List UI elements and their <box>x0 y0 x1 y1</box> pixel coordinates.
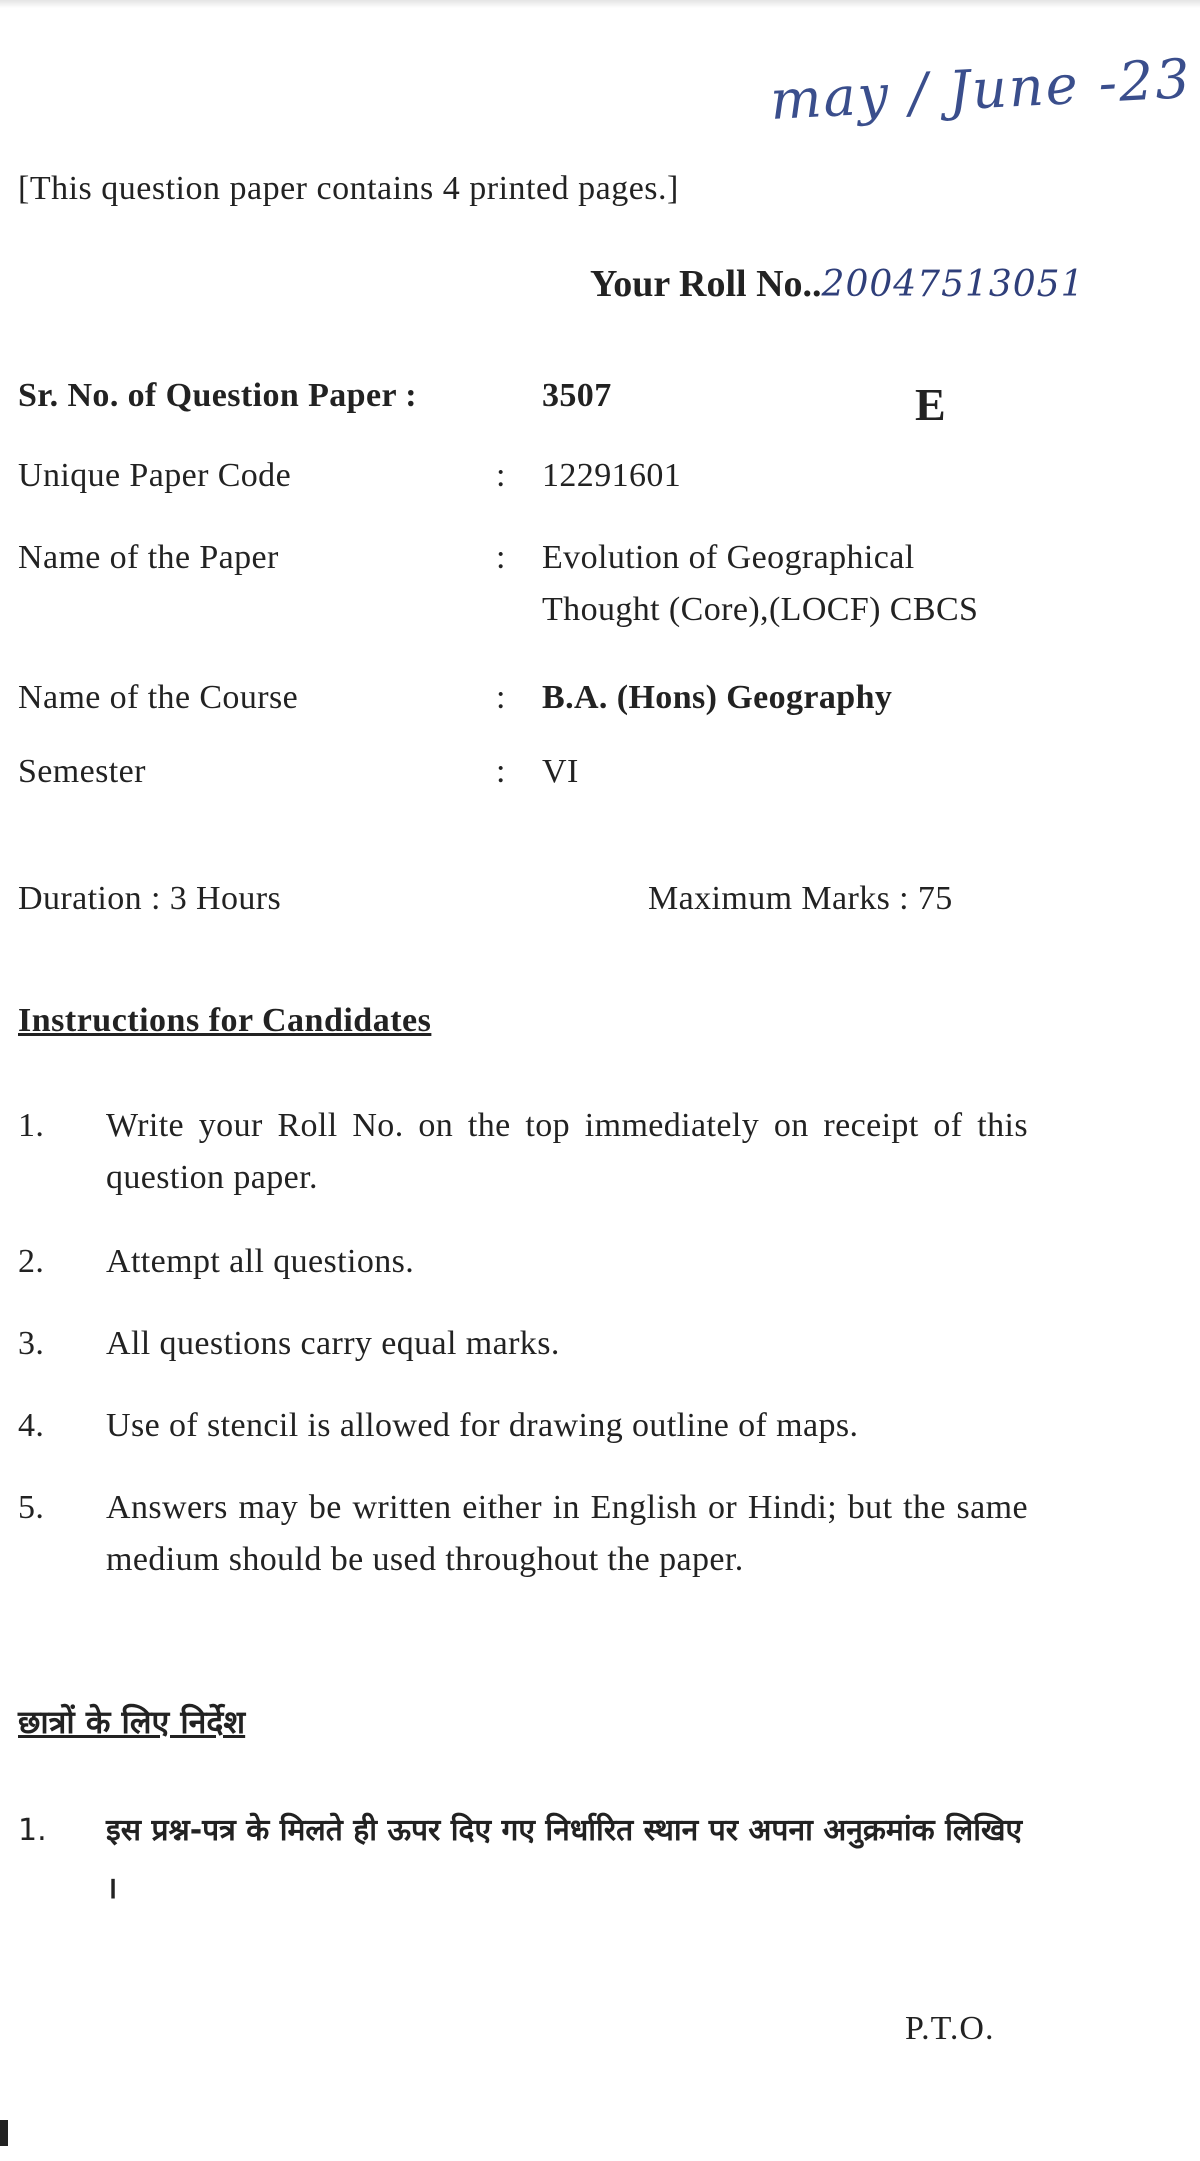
hindi-instruction-number: 1. <box>18 1813 47 1848</box>
page-corner-mark <box>0 2120 8 2146</box>
paper-name-row <box>18 532 1118 636</box>
unique-paper-code-label: Unique Paper Code <box>18 457 292 494</box>
duration: Duration : 3 Hours <box>18 880 282 917</box>
instruction-item <box>18 1400 1028 1452</box>
instruction-item <box>18 1318 1028 1370</box>
roll-number-line <box>590 262 1085 306</box>
page-edge-shadow <box>0 0 1200 8</box>
instruction-number: 1. <box>18 1107 45 1144</box>
paper-set-letter: E <box>915 379 946 430</box>
paper-details <box>18 370 1118 798</box>
instruction-text: Answers may be written either in English or Hindi; but the same medium should be used throughout the paper. <box>106 1489 1028 1578</box>
handwritten-date-note: may / June -23 <box>768 47 1194 132</box>
instruction-text: Use of stencil is allowed for drawing outline of maps. <box>106 1407 859 1444</box>
page-count-note: [This question paper contains 4 printed pages.] <box>18 170 679 207</box>
instruction-item <box>18 1236 1028 1288</box>
serial-number-label: Sr. No. of Question Paper : <box>18 377 417 414</box>
please-turn-over: P.T.O. <box>905 2010 995 2047</box>
paper-name-label: Name of the Paper <box>18 539 279 576</box>
instruction-number: 4. <box>18 1407 45 1444</box>
instruction-text: Write your Roll No. on the top immediately on receipt of this question paper. <box>106 1107 1028 1196</box>
semester-value: VI <box>542 753 579 790</box>
unique-paper-code-row <box>18 450 1118 502</box>
colon: : <box>496 539 506 576</box>
paper-name-line-2: Thought (Core),(LOCF) CBCS <box>542 591 979 628</box>
paper-name-line-1: Evolution of Geographical <box>542 539 915 576</box>
instruction-text: All questions carry equal marks. <box>106 1325 560 1362</box>
instruction-number: 5. <box>18 1489 45 1526</box>
paper-name-value <box>542 532 1118 636</box>
unique-paper-code-value: 12291601 <box>542 457 682 494</box>
maximum-marks: Maximum Marks : 75 <box>648 880 953 917</box>
instruction-item <box>18 1482 1028 1586</box>
course-name-label: Name of the Course <box>18 679 299 716</box>
hindi-instruction-text: इस प्रश्न-पत्र के मिलते ही ऊपर दिए गए निर्धारित स्थान पर अपना अनुक्रमांक लिखिए । <box>106 1813 1023 1906</box>
course-name-value: B.A. (Hons) Geography <box>542 679 893 716</box>
colon: : <box>496 679 506 716</box>
semester-row <box>18 746 1118 798</box>
serial-number-row <box>18 370 1118 422</box>
instruction-text: Attempt all questions. <box>106 1243 415 1280</box>
course-name-row <box>18 672 1118 724</box>
instruction-number: 3. <box>18 1325 45 1362</box>
colon: : <box>496 457 506 494</box>
hindi-instructions-heading: छात्रों के लिए निर्देश <box>18 1703 246 1741</box>
hindi-instruction-item <box>18 1802 1028 1918</box>
roll-number-value: 20047513051 <box>821 264 1085 305</box>
serial-number-value: 3507 <box>542 377 612 414</box>
semester-label: Semester <box>18 753 146 790</box>
instruction-number: 2. <box>18 1243 45 1280</box>
colon: : <box>496 753 506 790</box>
roll-number-label: Your Roll No.. <box>590 263 822 305</box>
instruction-item <box>18 1100 1028 1204</box>
instructions-heading: Instructions for Candidates <box>18 1002 432 1039</box>
